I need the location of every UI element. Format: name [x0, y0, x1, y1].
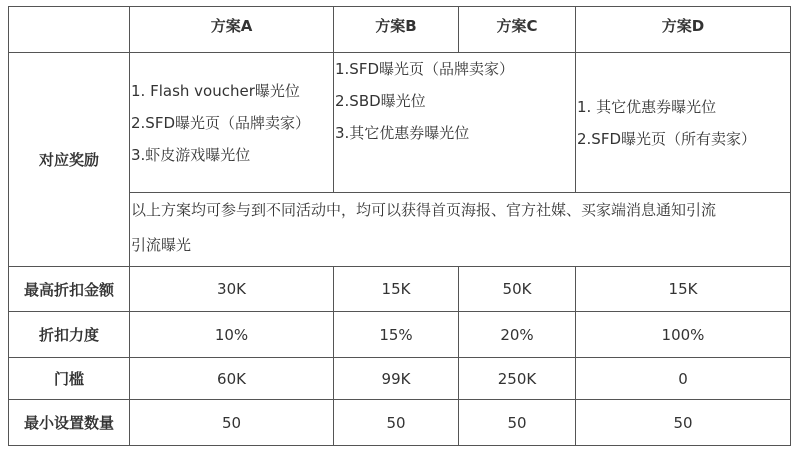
threshold-plan-b: 99K [334, 358, 459, 400]
reward-plan-a-item-3: 3.虾皮游戏曝光位 [131, 145, 251, 164]
table-row-discount-rate [9, 312, 791, 358]
max-discount-label: 最高折扣金额 [9, 267, 130, 312]
reward-row [9, 53, 791, 193]
reward-plan-bc [334, 53, 576, 193]
header-plan-a: 方案A [130, 7, 334, 53]
discount-rate-plan-b: 15% [334, 312, 459, 358]
header-plan-c: 方案C [459, 7, 576, 53]
discount-rate-plan-c: 20% [459, 312, 576, 358]
discount-rate-plan-d: 100% [576, 312, 791, 358]
reward-plan-d [576, 53, 791, 193]
reward-plan-bc-item-2: 2.SBD曝光位 [335, 92, 426, 110]
min-quantity-plan-c: 50 [459, 400, 576, 446]
min-quantity-plan-b: 50 [334, 400, 459, 446]
max-discount-plan-b: 15K [334, 267, 459, 312]
reward-plan-d-item-2: 2.SFD曝光页（所有卖家） [577, 129, 757, 148]
threshold-plan-a: 60K [130, 358, 334, 400]
min-quantity-plan-a: 50 [130, 400, 334, 446]
reward-note [130, 193, 791, 267]
reward-plan-a-item-1: 1. Flash voucher曝光位 [131, 81, 300, 100]
reward-plan-bc-item-3: 3.其它优惠券曝光位 [335, 124, 470, 142]
threshold-plan-c: 250K [459, 358, 576, 400]
max-discount-plan-a: 30K [130, 267, 334, 312]
threshold-plan-d: 0 [576, 358, 791, 400]
header-plan-b: 方案B [334, 7, 459, 53]
header-plan-d: 方案D [576, 7, 791, 53]
max-discount-plan-d: 15K [576, 267, 791, 312]
plan-comparison-table [8, 6, 791, 446]
discount-rate-plan-a: 10% [130, 312, 334, 358]
threshold-label: 门槛 [9, 358, 130, 400]
discount-rate-label: 折扣力度 [9, 312, 130, 358]
table-row-min-quantity [9, 400, 791, 446]
reward-note-line-1: 以上方案均可参与到不同活动中，均可以获得首页海报、官方社媒、买家端消息通知引流 [131, 201, 717, 219]
max-discount-plan-c: 50K [459, 267, 576, 312]
table-row-threshold [9, 358, 791, 400]
reward-plan-d-item-1: 1. 其它优惠券曝光位 [577, 97, 717, 116]
reward-plan-bc-item-1: 1.SFD曝光页（品牌卖家） [335, 60, 515, 78]
reward-plan-a [130, 53, 334, 193]
reward-note-line-2: 引流曝光 [131, 236, 192, 254]
table-row-max-discount [9, 267, 791, 312]
reward-label: 对应奖励 [9, 53, 130, 267]
min-quantity-label: 最小设置数量 [9, 400, 130, 446]
min-quantity-plan-d: 50 [576, 400, 791, 446]
reward-plan-a-item-2: 2.SFD曝光页（品牌卖家） [131, 113, 311, 132]
header-row [9, 7, 791, 53]
corner-cell [9, 7, 130, 53]
